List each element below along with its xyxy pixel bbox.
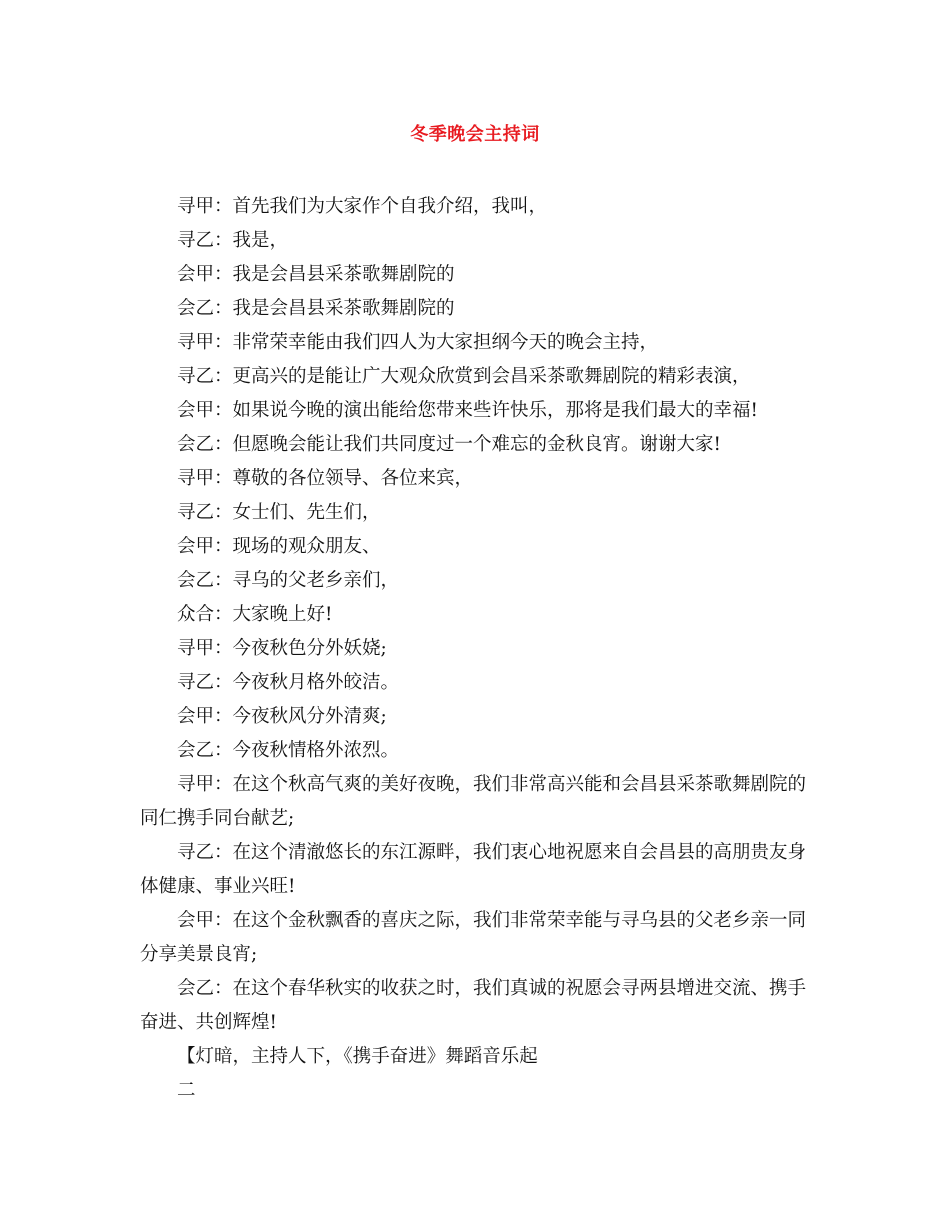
paragraph: 二 xyxy=(177,1080,196,1101)
paragraph: 寻甲：在这个秋高气爽的美好夜晚，我们非常高兴能和会昌县采茶歌舞剧院的同仁携手同台献艺; xyxy=(140,774,807,829)
paragraph: 会乙：我是会昌县采茶歌舞剧院的 xyxy=(177,298,455,319)
paragraph: 会甲：今夜秋风分外清爽; xyxy=(177,706,387,727)
document-body xyxy=(140,190,816,1108)
paragraph: 寻乙：更高兴的是能让广大观众欣赏到会昌采茶歌舞剧院的精彩表演， xyxy=(177,366,751,387)
paragraph: 寻乙：我是， xyxy=(177,230,289,251)
paragraph: 会乙：寻乌的父老乡亲们， xyxy=(177,570,400,591)
paragraph: 会甲：如果说今晚的演出能给您带来些许快乐，那将是我们最大的幸福! xyxy=(177,400,758,421)
paragraph: 寻甲：非常荣幸能由我们四人为大家担纲今天的晚会主持， xyxy=(177,332,659,353)
paragraph: 寻乙：女士们、先生们， xyxy=(177,502,381,523)
paragraph: 寻乙：在这个清澈悠长的东江源畔，我们衷心地祝愿来自会昌县的高朋贵友身体健康、事业兴旺! xyxy=(140,842,807,897)
document-title: 冬季晚会主持词 xyxy=(410,124,540,145)
paragraph: 寻乙：今夜秋月格外皎洁。 xyxy=(177,672,400,693)
paragraph: 寻甲：尊敬的各位领导、各位来宾， xyxy=(177,468,474,489)
paragraph: 会乙：但愿晚会能让我们共同度过一个难忘的金秋良宵。谢谢大家! xyxy=(177,434,721,455)
paragraph: 会甲：我是会昌县采茶歌舞剧院的 xyxy=(177,264,455,285)
paragraph: 众合：大家晚上好! xyxy=(177,604,333,625)
paragraph: 【灯暗，主持人下，《携手奋进》舞蹈音乐起 xyxy=(177,1046,538,1067)
paragraph: 会甲：在这个金秋飘香的喜庆之际，我们非常荣幸能与寻乌县的父老乡亲一同分享美景良宵; xyxy=(140,910,807,965)
paragraph: 寻甲：首先我们为大家作个自我介绍，我叫， xyxy=(177,196,548,217)
paragraph: 寻甲：今夜秋色分外妖娆; xyxy=(177,638,387,659)
paragraph: 会甲：现场的观众朋友、 xyxy=(177,536,381,557)
paragraph: 会乙：在这个春华秋实的收获之时，我们真诚的祝愿会寻两县增进交流、携手奋进、共创辉煌! xyxy=(140,978,807,1033)
paragraph: 会乙：今夜秋情格外浓烈。 xyxy=(177,740,400,761)
